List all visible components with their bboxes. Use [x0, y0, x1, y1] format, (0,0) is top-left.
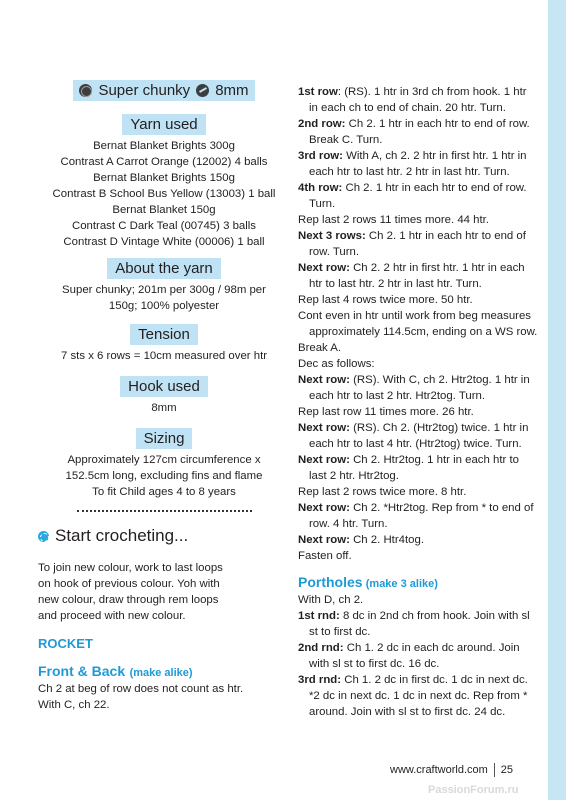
- yarn-used-heading: Yarn used: [122, 114, 205, 135]
- yarn-line: Contrast B School Bus Yellow (13003) 1 ball: [52, 188, 276, 200]
- sizing-heading: Sizing: [136, 428, 193, 449]
- instruction-label: 2nd rnd:: [298, 642, 344, 654]
- instruction-text: : (RS). 1 htr in 3rd ch from hook. 1 htr in each ch to end of chain. 20 htr. Turn.: [309, 86, 527, 114]
- yarn-line: Contrast D Vintage White (00006) 1 ball: [63, 236, 265, 248]
- instruction-line: [298, 548, 538, 564]
- instruction-text: Ch 2. 2 htr in first htr. 1 htr in each htr to last htr. 2 htr in last htr. Turn.: [309, 262, 525, 290]
- instruction-text: (RS). Ch 2. (Htr2tog) twice. 1 htr in each htr to last 4 htr. (Htr2tog) twice. Turn.: [309, 422, 529, 450]
- instruction-line: [298, 532, 538, 548]
- instruction-label: 1st row: [298, 86, 338, 98]
- instruction-text: With D, ch 2.: [298, 594, 364, 606]
- portholes-title: Portholes: [298, 574, 363, 590]
- hook-text: 8mm: [151, 402, 177, 414]
- weight-hook-badge: [73, 80, 254, 101]
- instruction-text: With A, ch 2. 2 htr in first htr. 1 htr in each htr to last htr. 2 htr in last htr. Turn.: [309, 150, 527, 178]
- instruction-line: [298, 608, 538, 640]
- instruction-text: 8 dc in 2nd ch from hook. Join with sl st to first dc.: [309, 610, 530, 638]
- instructions-column: [298, 84, 538, 720]
- instruction-text: Rep last 2 rows twice more. 8 htr.: [298, 486, 467, 498]
- instruction-line: [298, 356, 538, 372]
- instruction-line: [298, 484, 538, 500]
- rocket-heading: ROCKET: [38, 636, 93, 651]
- instruction-line: [298, 212, 538, 228]
- instruction-text: Cont even in htr until work from beg measures approximately 114.5cm, ending on a WS row.: [298, 310, 538, 338]
- watermark: PassionForum.ru: [428, 784, 519, 796]
- weight-label: Super chunky: [98, 82, 191, 99]
- row-instructions: [298, 84, 538, 564]
- instruction-label: 2nd row:: [298, 118, 346, 130]
- intro-text: [38, 560, 290, 624]
- instruction-text: Ch 2. Htr2tog. 1 htr in each htr to last 2 htr. Htr2tog.: [309, 454, 519, 482]
- front-back-text: [38, 681, 290, 713]
- instruction-text: Rep last row 11 times more. 26 htr.: [298, 406, 474, 418]
- yarn-line: Contrast A Carrot Orange (12002) 4 balls: [60, 156, 268, 168]
- instruction-label: 3rd row:: [298, 150, 343, 162]
- sizing-line: 152.5cm long, excluding fins and flame: [65, 470, 263, 482]
- sizing-text: [38, 452, 290, 500]
- instruction-line: [298, 84, 538, 116]
- fb-line: With C, ch 22.: [38, 699, 110, 711]
- intro-line: and proceed with new colour.: [38, 610, 186, 622]
- start-title: Start crocheting...: [55, 526, 189, 545]
- about-yarn-text: [38, 282, 290, 314]
- instruction-text: Ch 1. 2 dc in each dc around. Join with sl st to first dc. 16 dc.: [309, 642, 520, 670]
- hook-used-heading: Hook used: [120, 376, 208, 397]
- dotted-divider: [77, 510, 252, 512]
- instruction-line: [298, 340, 538, 356]
- instruction-text: Fasten off.: [298, 550, 352, 562]
- porthole-instructions: [298, 592, 538, 720]
- instruction-text: Rep last 2 rows 11 times more. 44 htr.: [298, 214, 489, 226]
- instruction-line: [298, 420, 538, 452]
- crochet-hook-icon: [196, 84, 209, 97]
- instruction-text: Ch 2. 1 htr in each htr to end of row. Turn.: [309, 230, 526, 258]
- instruction-label: Next row:: [298, 454, 350, 466]
- portholes-heading: [298, 574, 538, 592]
- hook-size-label: 8mm: [215, 82, 249, 99]
- about-line: Super chunky; 201m per 300g / 98m per: [62, 284, 266, 296]
- start-crocheting-heading: [38, 526, 290, 546]
- yarn-line: Contrast C Dark Teal (00745) 3 balls: [71, 220, 257, 232]
- instruction-text: Ch 2. Htr4tog.: [349, 534, 424, 546]
- instruction-line: [298, 148, 538, 180]
- materials-column: [38, 80, 290, 713]
- front-back-note: (make alike): [129, 667, 193, 679]
- instruction-text: Ch 2. *Htr2tog. Rep from * to end of row. 4 htr. Turn.: [309, 502, 534, 530]
- about-line: 150g; 100% polyester: [108, 300, 220, 312]
- instruction-label: Next row:: [298, 502, 350, 514]
- instruction-text: Dec as follows:: [298, 358, 375, 370]
- instruction-line: [298, 228, 538, 260]
- yarn-list: [38, 138, 290, 250]
- instruction-line: [298, 404, 538, 420]
- instruction-line: [298, 116, 538, 148]
- yarn-line: Bernat Blanket 150g: [112, 204, 216, 216]
- instruction-line: [298, 372, 538, 404]
- portholes-note: (make 3 alike): [365, 578, 438, 590]
- instruction-text: Ch 1. 2 dc in first dc. 1 dc in next dc. *2 dc in next dc. 1 dc in next dc. Rep from * around. Join with sl st to first dc. 24 dc.: [309, 674, 528, 718]
- instruction-label: Next row:: [298, 374, 350, 386]
- page-footer: [390, 763, 513, 777]
- instruction-line: [298, 672, 538, 720]
- instruction-label: Next 3 rows:: [298, 230, 366, 242]
- front-back-title: Front & Back: [38, 663, 126, 679]
- yarn-ball-icon: [79, 84, 92, 97]
- instruction-label: 4th row:: [298, 182, 343, 194]
- tension-heading: Tension: [130, 324, 198, 345]
- instruction-line: [298, 640, 538, 672]
- instruction-line: [298, 592, 538, 608]
- page-edge-strip: [548, 0, 566, 800]
- instruction-text: Ch 2. 1 htr in each htr to end of row. Break C. Turn.: [309, 118, 530, 146]
- about-yarn-heading: About the yarn: [107, 258, 221, 279]
- sizing-line: Approximately 127cm circumference x: [67, 454, 261, 466]
- instruction-line: [298, 260, 538, 292]
- instruction-line: [298, 180, 538, 212]
- page-number: 25: [500, 764, 514, 776]
- instruction-label: 3rd rnd:: [298, 674, 342, 686]
- front-back-heading: [38, 663, 290, 681]
- footer-site[interactable]: www.craftworld.com: [390, 764, 488, 776]
- yarn-line: Bernat Blanket Brights 150g: [93, 172, 235, 184]
- instruction-label: Next row:: [298, 534, 350, 546]
- instruction-line: [298, 308, 538, 340]
- instruction-label: Next row:: [298, 422, 350, 434]
- intro-line: To join new colour, work to last loops: [38, 562, 223, 574]
- footer-divider: [494, 763, 495, 777]
- tension-text: 7 sts x 6 rows = 10cm measured over htr: [60, 350, 268, 362]
- fb-line: Ch 2 at beg of row does not count as htr.: [38, 683, 244, 695]
- instruction-line: [298, 500, 538, 532]
- yarn-line: Bernat Blanket Brights 300g: [93, 140, 235, 152]
- instruction-text: (RS). With C, ch 2. Htr2tog. 1 htr in each htr to last 2 htr. Htr2tog. Turn.: [309, 374, 530, 402]
- intro-line: new colour, draw through rem loops: [38, 594, 219, 606]
- instruction-text: Break A.: [298, 342, 342, 354]
- instruction-label: Next row:: [298, 262, 350, 274]
- sizing-line: To fit Child ages 4 to 8 years: [92, 486, 236, 498]
- instruction-line: [298, 452, 538, 484]
- instruction-line: [298, 292, 538, 308]
- bullet-icon: [38, 531, 49, 542]
- instruction-label: 1st rnd:: [298, 610, 340, 622]
- intro-line: on hook of previous colour. Yoh with: [38, 578, 220, 590]
- instruction-text: Ch 2. 1 htr in each htr to end of row. Turn.: [309, 182, 527, 210]
- instruction-text: Rep last 4 rows twice more. 50 htr.: [298, 294, 473, 306]
